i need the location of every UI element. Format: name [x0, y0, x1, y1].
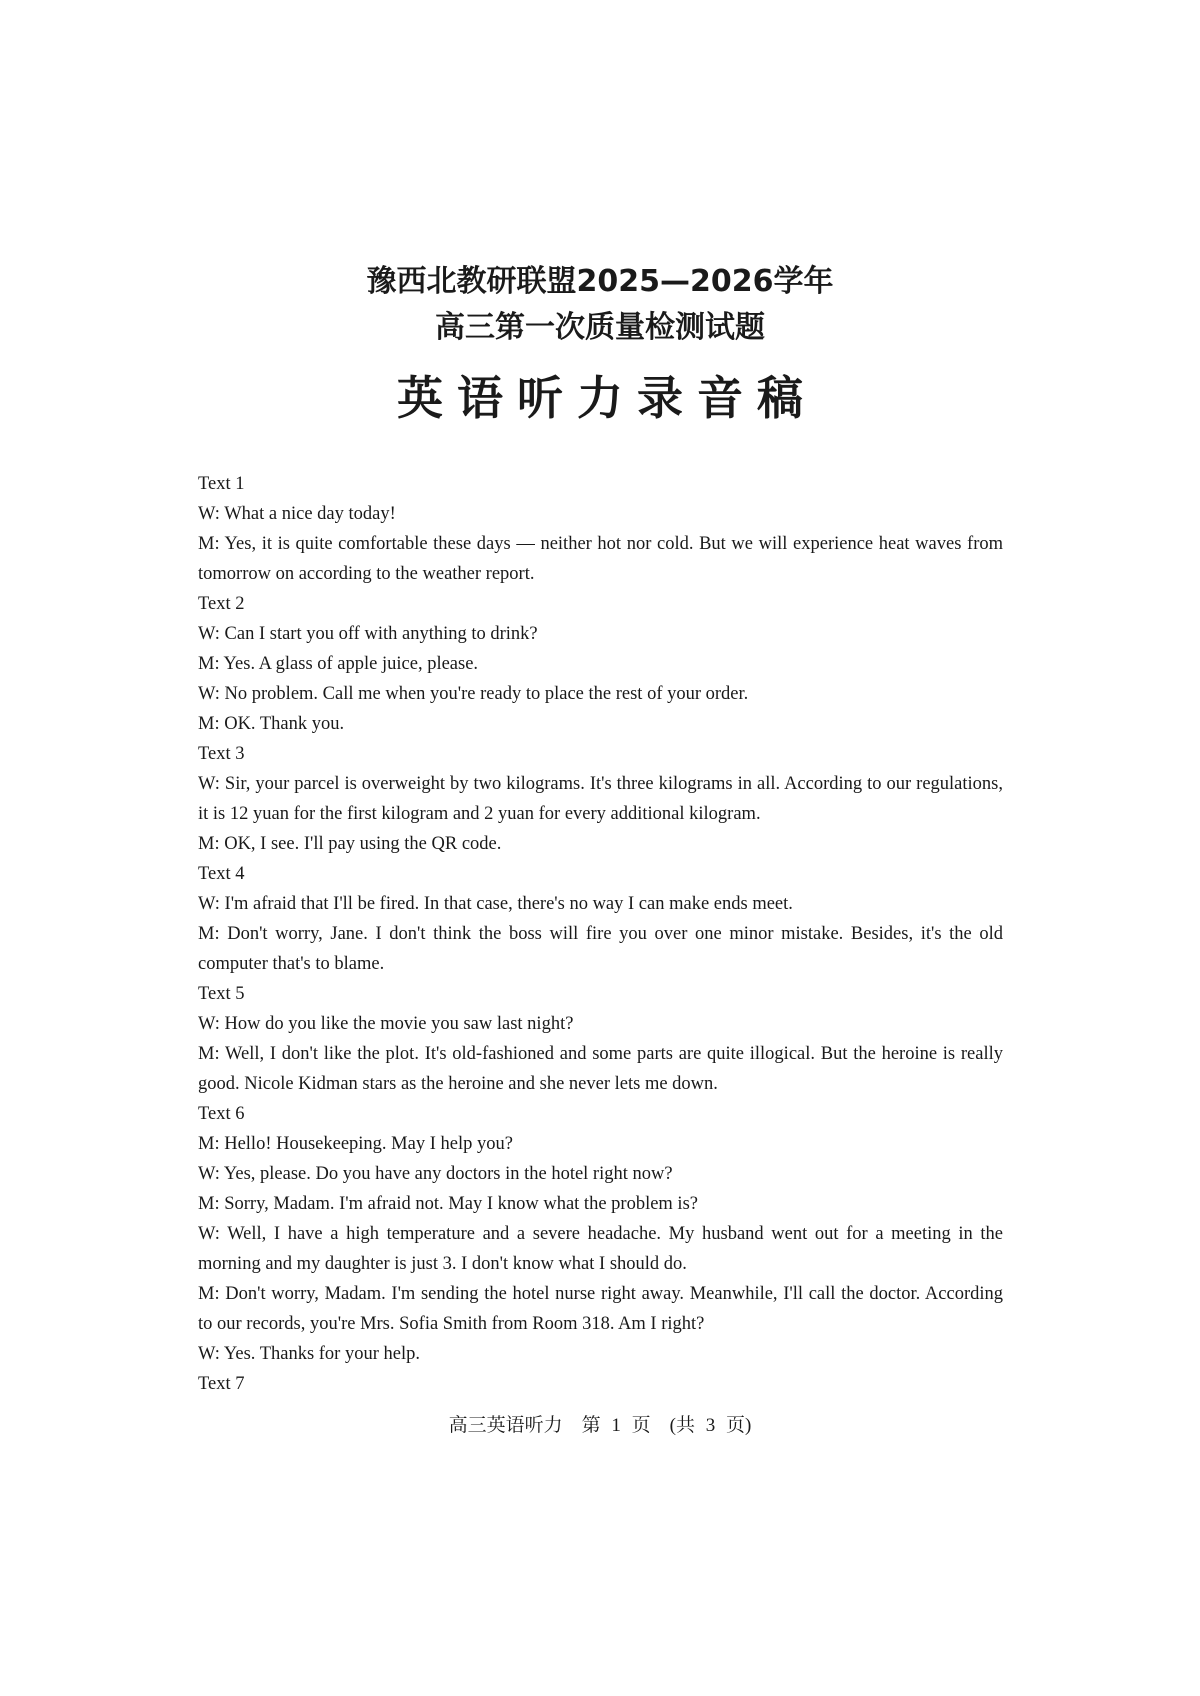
- dialogue-line: M: OK, I see. I'll pay using the QR code.: [198, 834, 502, 854]
- section-heading: Text 1: [198, 474, 245, 494]
- section-heading: Text 3: [198, 744, 245, 764]
- transcript-body: [198, 469, 1003, 1399]
- dialogue-line: M: Yes. A glass of apple juice, please.: [198, 654, 479, 674]
- dialogue-line: M: Yes, it is quite comfortable these days — neither hot nor cold. But we will experience heat waves from tomorrow on according to the weather report.: [198, 534, 1003, 584]
- dialogue-line: W: Can I start you off with anything to drink?: [198, 624, 538, 644]
- dialogue-line: M: Don't worry, Jane. I don't think the boss will fire you over one minor mistake. Besides, it's the old computer that's to blame.: [198, 924, 1003, 974]
- dialogue-line: W: Yes, please. Do you have any doctors in the hotel right now?: [198, 1164, 673, 1184]
- section-heading: Text 6: [198, 1104, 245, 1124]
- dialogue-line: W: Sir, your parcel is overweight by two kilograms. It's three kilograms in all. According to our regulations, it is 12 yuan for the first kilogram and 2 yuan for every additional kilogram.: [198, 774, 1003, 824]
- dialogue-line: W: What a nice day today!: [198, 504, 396, 524]
- dialogue-line: W: How do you like the movie you saw last night?: [198, 1014, 574, 1034]
- dialogue-line: W: Yes. Thanks for your help.: [198, 1344, 420, 1364]
- section-heading: Text 5: [198, 984, 245, 1004]
- dialogue-line: W: I'm afraid that I'll be fired. In that case, there's no way I can make ends meet.: [198, 894, 793, 914]
- section-heading: Text 7: [198, 1374, 245, 1394]
- dialogue-line: M: Well, I don't like the plot. It's old-fashioned and some parts are quite illogical. But the heroine is really good. Nicole Kidman stars as the heroine and she never lets me down.: [198, 1044, 1003, 1094]
- dialogue-line: M: OK. Thank you.: [198, 714, 345, 734]
- document-title: 英语听力录音稿: [397, 371, 817, 425]
- section-heading: Text 2: [198, 594, 245, 614]
- page-footer: 高三英语听力 第 1 页 (共 3 页): [448, 1415, 752, 1436]
- dialogue-line: M: Hello! Housekeeping. May I help you?: [198, 1134, 513, 1154]
- exam-header-line-2: 高三第一次质量检测试题: [435, 310, 765, 345]
- section-heading: Text 4: [198, 864, 245, 884]
- dialogue-line: W: Well, I have a high temperature and a severe headache. My husband went out for a meeting in the morning and my daughter is just 3. I don't know what I should do.: [198, 1224, 1003, 1274]
- dialogue-line: W: No problem. Call me when you're ready to place the rest of your order.: [198, 684, 749, 704]
- dialogue-line: M: Don't worry, Madam. I'm sending the hotel nurse right away. Meanwhile, I'll call the doctor. According to our records, you're Mrs. Sofia Smith from Room 318. Am I right?: [198, 1284, 1003, 1334]
- exam-header-line-1: 豫西北教研联盟2025—2026学年: [366, 264, 834, 299]
- dialogue-line: M: Sorry, Madam. I'm afraid not. May I know what the problem is?: [198, 1194, 698, 1214]
